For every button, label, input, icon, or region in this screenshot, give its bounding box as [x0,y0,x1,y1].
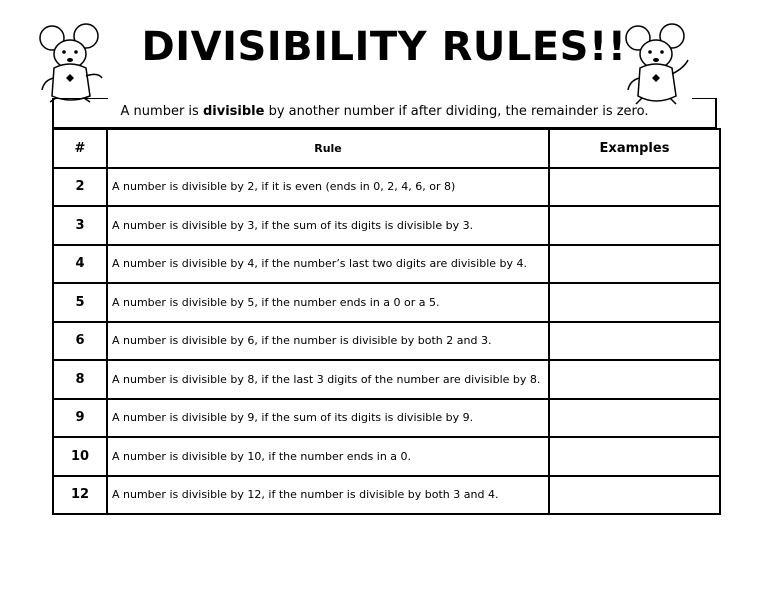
row-num: 4 [53,245,107,284]
table-row [53,283,720,322]
row-rule: A number is divisible by 8, if the last 3 digits of the number are divisible by 8. [107,360,549,399]
mouse-clipart-icon [36,20,108,104]
row-num: 8 [53,360,107,399]
row-num: 12 [53,476,107,515]
row-examples-cell[interactable] [549,360,720,399]
table-row [53,399,720,438]
row-num: 10 [53,437,107,476]
row-rule: A number is divisible by 5, if the number ends in a 0 or a 5. [107,283,549,322]
table-row [53,476,720,515]
row-rule: A number is divisible by 3, if the sum of its digits is divisible by 3. [107,206,549,245]
subtitle-before: A number is [120,104,199,119]
row-examples-cell[interactable] [549,168,720,207]
subtitle [52,98,717,128]
row-examples-cell[interactable] [549,283,720,322]
table-header-row [53,129,720,168]
row-rule: A number is divisible by 2, if it is even (ends in 0, 2, 4, 6, or 8) [107,168,549,207]
table-row [53,206,720,245]
row-num: 2 [53,168,107,207]
rules-table [52,128,721,515]
row-examples-cell[interactable] [549,322,720,361]
row-num: 6 [53,322,107,361]
row-examples-cell[interactable] [549,206,720,245]
table-row [53,437,720,476]
header-examples: Examples [549,129,720,168]
page-title: DIVISIBILITY RULES!! [141,24,627,70]
row-examples-cell[interactable] [549,245,720,284]
row-examples-cell[interactable] [549,476,720,515]
header-rule: Rule [107,129,549,168]
table-row [53,360,720,399]
row-num: 9 [53,399,107,438]
table-row [53,322,720,361]
subtitle-after: by another number if after dividing, the remainder is zero. [268,104,649,119]
row-rule: A number is divisible by 4, if the number’s last two digits are divisible by 4. [107,245,549,284]
table-row [53,168,720,207]
row-rule: A number is divisible by 10, if the number ends in a 0. [107,437,549,476]
mouse-clipart-icon [620,16,692,106]
row-examples-cell[interactable] [549,399,720,438]
worksheet [52,98,717,534]
row-rule: A number is divisible by 9, if the sum of its digits is divisible by 9. [107,399,549,438]
row-rule: A number is divisible by 12, if the number is divisible by both 3 and 4. [107,476,549,515]
row-rule: A number is divisible by 6, if the number is divisible by both 2 and 3. [107,322,549,361]
row-num: 5 [53,283,107,322]
row-num: 3 [53,206,107,245]
table-row [53,245,720,284]
header-num: # [53,129,107,168]
subtitle-bold: divisible [202,104,265,119]
row-examples-cell[interactable] [549,437,720,476]
